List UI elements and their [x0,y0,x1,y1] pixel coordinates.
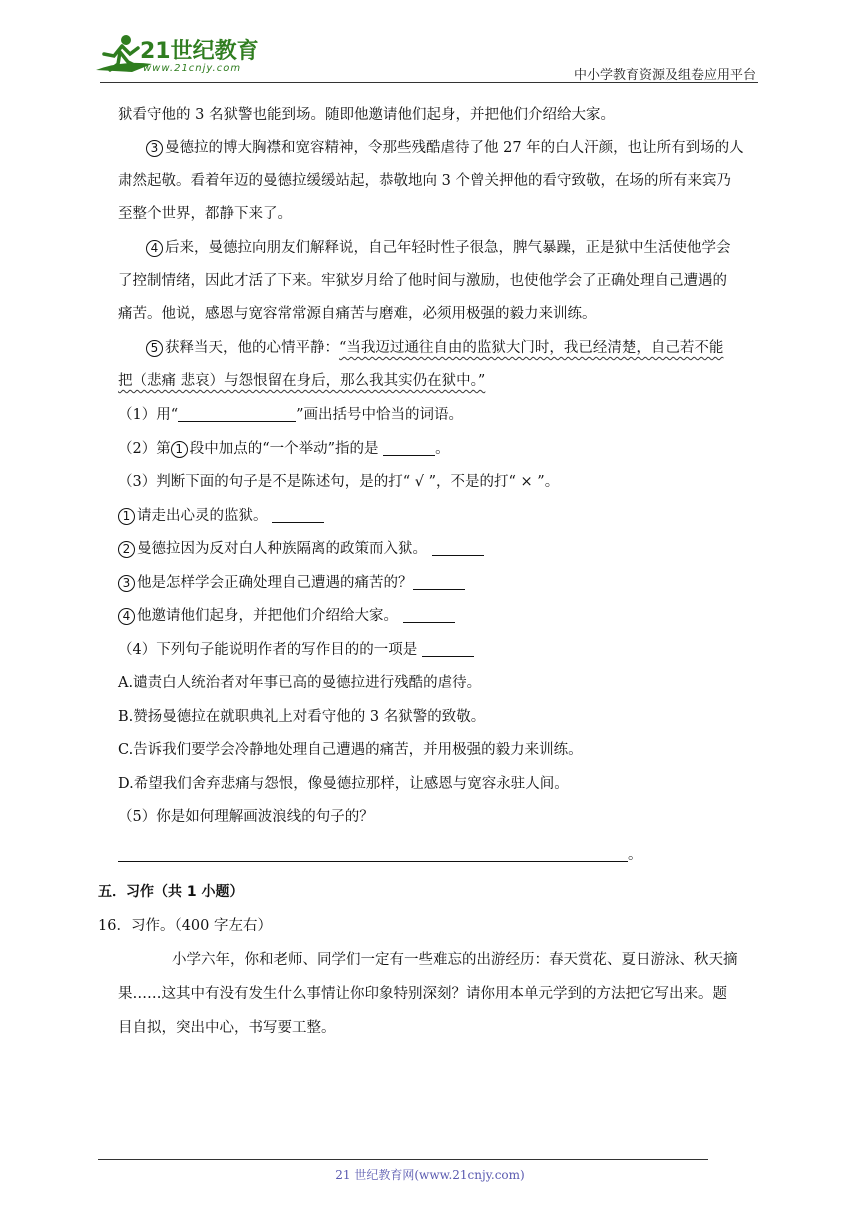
passage-line: 痛苦。他说，感恩与宽容常常源自痛苦与磨难，必须用极强的毅力来训练。 [118,306,597,322]
circled-number: 2 [118,541,135,558]
option-b: B.赞扬曼德拉在就职典礼上对看守他的 3 名狱警的致敬。 [118,709,486,725]
question-4 [118,640,474,660]
option-c: C.告诉我们要学会冷静地处理自己遭遇的痛苦，并用极强的毅力来训练。 [118,742,583,758]
footer-text: 21 世纪教育网(www.21cnjy.com) [335,1168,525,1182]
question-text: （2）第 [118,441,171,457]
question-text: 曼德拉因为反对白人种族隔离的政策而入狱。 [137,541,432,557]
paragraph-3 [146,138,744,158]
question-text: 他邀请他们起身，并把他们介绍给大家。 [137,608,403,624]
circled-number: 1 [171,441,188,458]
question-text: 他是怎样学会正确处理自己遭遇的痛苦的？ [137,575,413,591]
question-text: （1）用“ [118,407,179,423]
answer-blank[interactable] [118,847,628,862]
q3-item-1 [118,506,324,526]
platform-name: 中小学教育资源及组卷应用平台 [573,68,756,83]
circled-number: 3 [146,140,163,157]
wavy-underlined-sentence: 把（悲痛 悲哀）与怨恨留在身后，那么我其实仍在狱中。” [118,373,486,389]
q5-answer-line [118,845,643,865]
passage-line: 至整个世界，都静下来了。 [118,206,292,222]
section-title: 五．习作（共 1 小题） [98,884,244,900]
paragraph-4 [146,238,731,258]
answer-blank[interactable] [403,608,455,623]
passage-text: 获释当天，他的心情平静： [165,340,339,356]
circled-number: 4 [146,240,163,257]
passage-line: 狱看守他的 3 名狱警也能到场。随即他邀请他们起身，并把他们介绍给大家。 [118,107,615,123]
option-a: A.谴责白人统治者对年事已高的曼德拉进行残酷的虐待。 [118,675,482,691]
question-1 [118,405,463,425]
circled-number: 3 [118,575,135,592]
q3-item-3 [118,573,465,593]
question-text: 段中加点的“一个举动”指的是 [189,441,384,457]
question-text: 。 [435,441,450,457]
question-text: ”画出括号中恰当的词语。 [296,407,464,423]
circled-number: 1 [118,508,135,525]
passage-line: 肃然起敬。看着年迈的曼德拉缓缓站起，恭敬地向 3 个曾关押他的看守致敬，在场的所有来宾乃 [118,173,731,189]
wavy-underlined-sentence: “当我迈过通往自由的监狱大门时，我已经清楚，自己若不能 [339,340,724,356]
footer-divider [98,1159,708,1160]
question-16: 16．习作。（400 字左右） [98,918,272,934]
answer-blank[interactable] [432,541,484,556]
underline-sample [178,407,296,422]
answer-blank[interactable] [272,508,324,523]
answer-blank[interactable] [413,575,465,590]
question-text: （4）下列句子能说明作者的写作目的的一项是 [118,642,422,658]
question-text: 请走出心灵的监狱。 [137,508,273,524]
writing-prompt: 小学六年，你和老师、同学们一定有一些难忘的出游经历：春天赏花、夏日游泳、秋天摘 [172,952,738,968]
passage-line: 了控制情绪，因此才活了下来。牢狱岁月给了他时间与激励，也使他学会了正确处理自己遭遇的 [118,273,727,289]
question-2 [118,439,450,459]
question-text: 。 [628,847,643,863]
header-divider [100,82,758,83]
answer-blank[interactable] [422,642,474,657]
writing-prompt: 目自拟，突出中心，书写要工整。 [118,1020,336,1036]
passage-line [118,371,485,391]
passage-text: 后来，曼德拉向朋友们解释说，自己年轻时性子很急，脾气暴躁，正是狱中生活使他学会 [165,240,731,256]
question-3: （3）判断下面的句子是不是陈述句，是的打“ √ ”，不是的打“ × ”。 [118,474,560,490]
answer-blank[interactable] [383,441,435,456]
logo-text: 21世纪教育 [140,39,259,64]
circled-number: 5 [146,340,163,357]
passage-text: 曼德拉的博大胸襟和宽容精神，令那些残酷虐待了他 27 年的白人汗颜，也让所有到场的人 [165,140,744,156]
paragraph-5 [146,338,723,358]
circled-number: 4 [118,608,135,625]
q3-item-4 [118,606,455,626]
option-d: D.希望我们舍弃悲痛与怨恨，像曼德拉那样，让感恩与宽容永驻人间。 [118,776,569,792]
q3-item-2 [118,539,484,559]
question-5: （5）你是如何理解画波浪线的句子的？ [118,809,374,825]
logo-url: www.21cnjy.com [143,63,242,74]
writing-prompt: 果……这其中有没有发生什么事情让你印象特别深刻？请你用本单元学到的方法把它写出来。题 [118,986,727,1002]
